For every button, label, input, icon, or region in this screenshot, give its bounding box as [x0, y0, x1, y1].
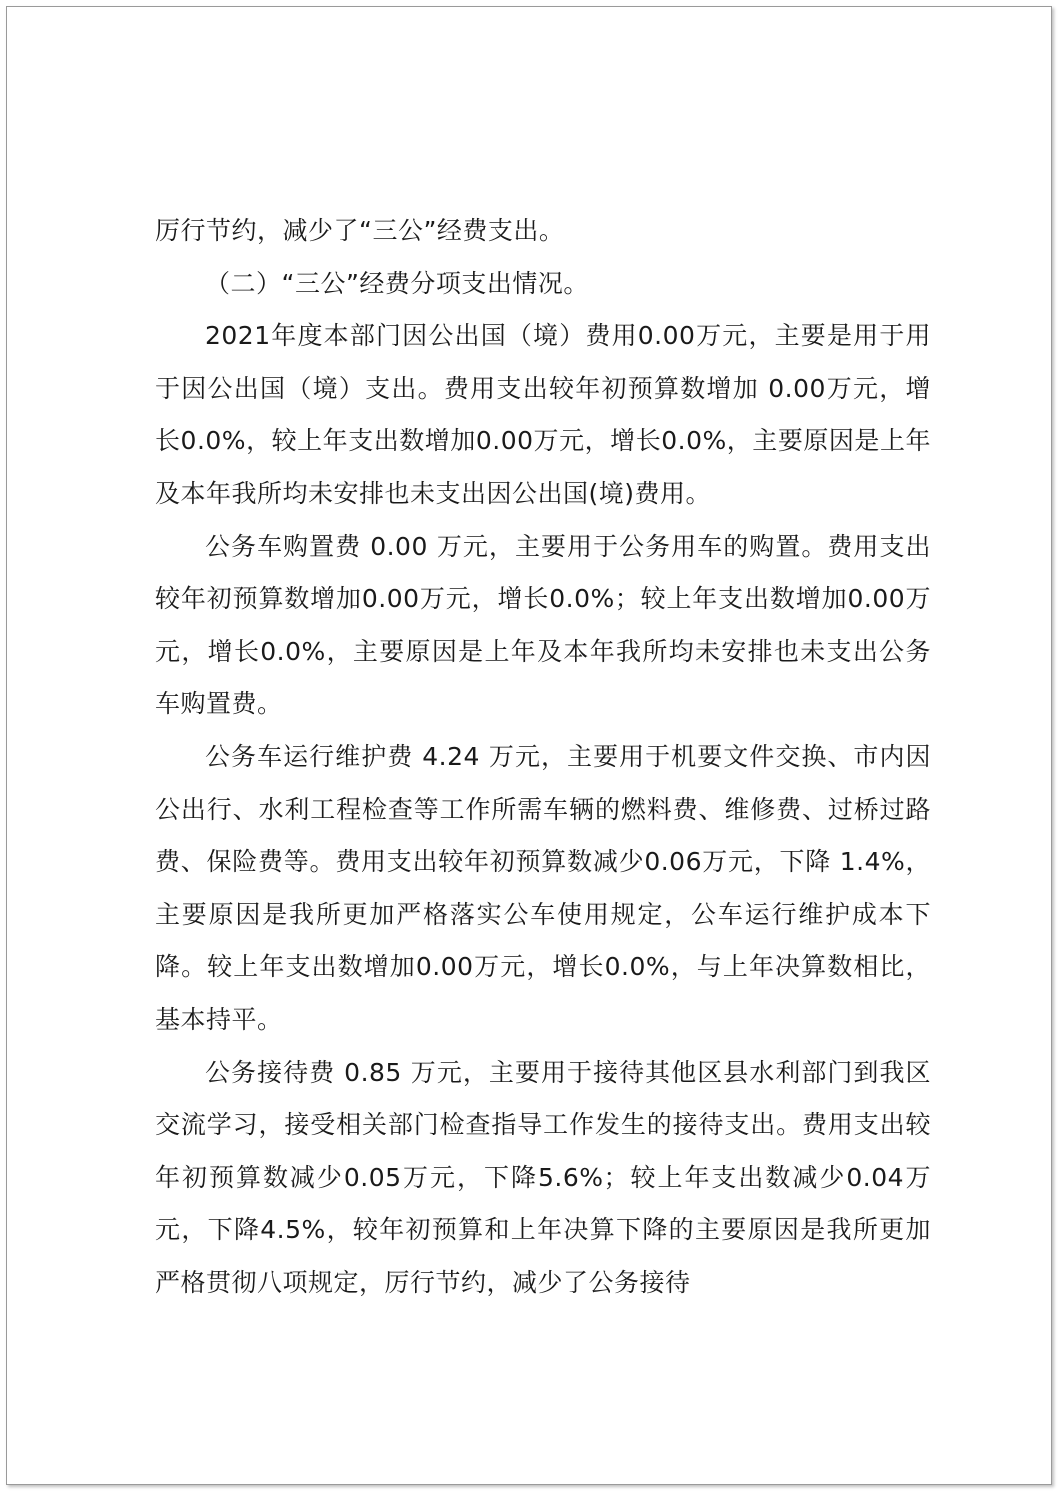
paragraph-continuation: 厉行节约，减少了“三公”经费支出。 [155, 216, 565, 245]
document-page [6, 6, 1052, 1485]
paragraph-vehicle-maintenance: 公务车运行维护费 4.24 万元，主要用于机要文件交换、市内因公出行、水利工程检查等工作所需车辆的燃料费、维修费、过桥过路费、保险费等。费用支出较年初预算数减少0.06万元，下降 1.4%，主要原因是我所更加严格落实公车使用规定，公车运行维护成本下降。较上年支出数增加0.00万元，增长0.0%，与上年决算数相比，基本持平。 [155, 741, 931, 1034]
section-heading: （二）“三公”经费分项支出情况。 [205, 268, 589, 298]
paragraph-overseas-travel: 2021年度本部门因公出国（境）费用0.00万元，主要是用于用于因公出国（境）支出。费用支出较年初预算数增加 0.00万元，增长0.0%，较上年支出数增加0.00万元，增长0.0%，主要原因是上年及本年我所均未安排也未支出因公出国(境)费用。 [155, 321, 931, 508]
document-body [155, 205, 931, 1309]
paragraph-reception: 公务接待费 0.85 万元，主要用于接待其他区县水利部门到我区交流学习，接受相关部门检查指导工作发生的接待支出。费用支出较年初预算数减少0.05万元，下降5.6%；较上年支出数减少0.04万元，下降4.5%，较年初预算和上年决算下降的主要原因是我所更加严格贯彻八项规定，厉行节约，减少了公务接待 [155, 1057, 932, 1297]
paragraph-vehicle-purchase: 公务车购置费 0.00 万元，主要用于公务用车的购置。费用支出较年初预算数增加0.00万元，增长0.0%；较上年支出数增加0.00万元，增长0.0%，主要原因是上年及本年我所均未安排也未支出公务车购置费。 [155, 531, 932, 719]
